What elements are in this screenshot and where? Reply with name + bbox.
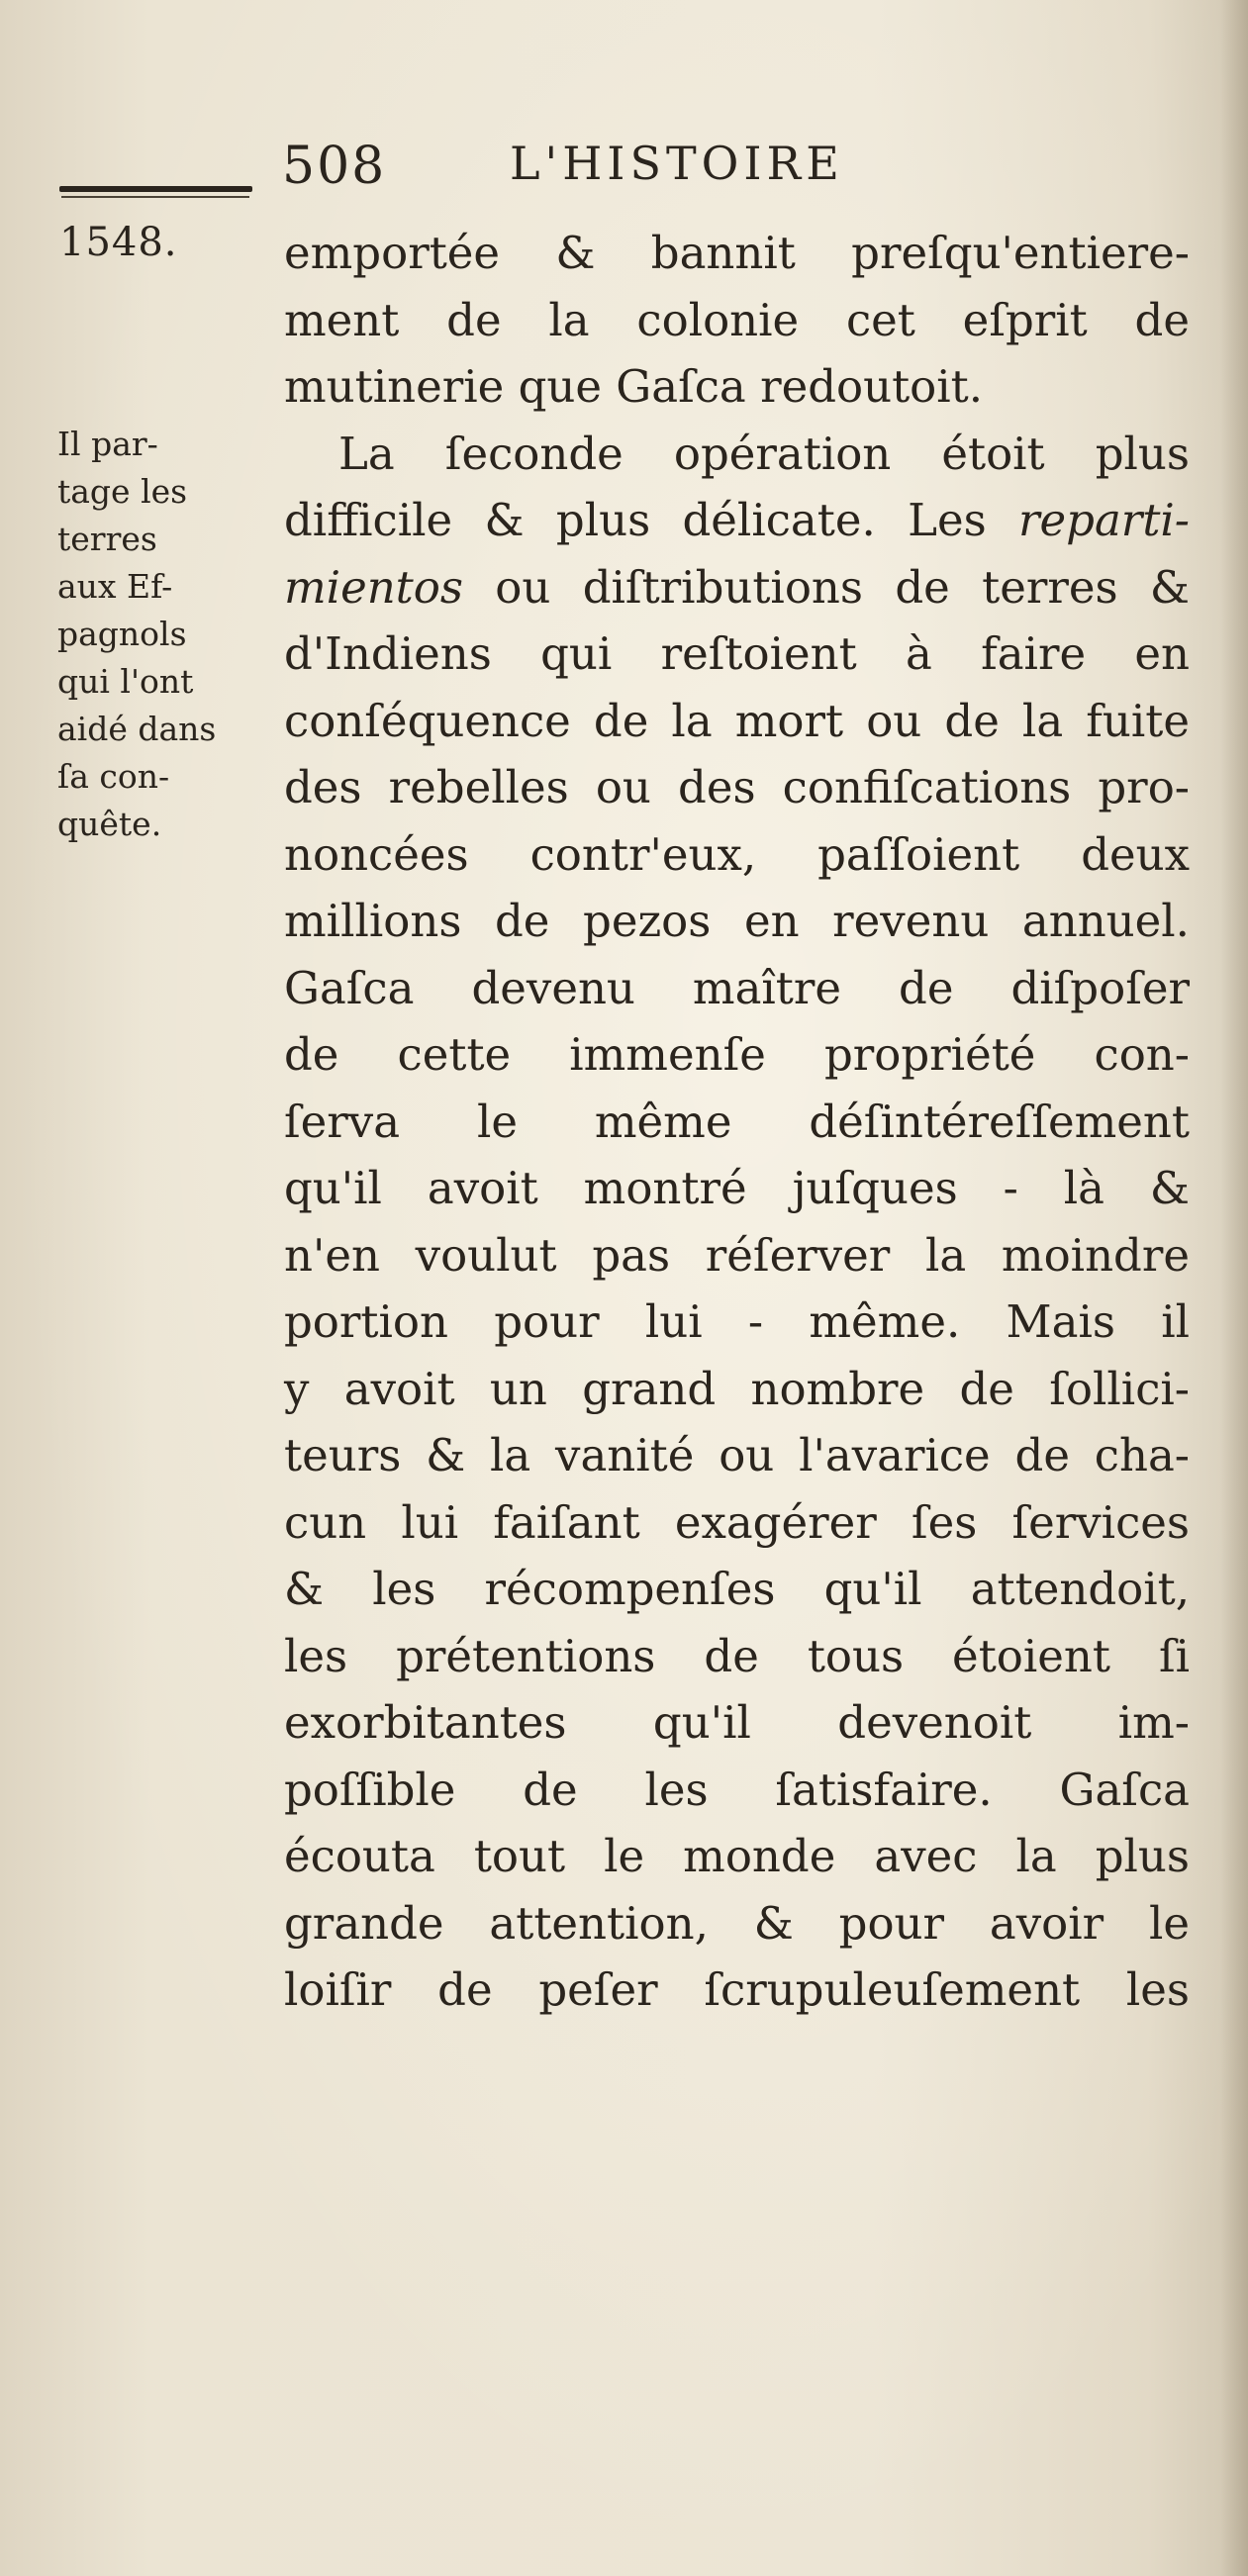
text-line: ſerva le même déſintéreſſement	[284, 1095, 1190, 1148]
margin-note-line: aidé dans	[57, 710, 217, 748]
text-line: exorbitantes qu'il devenoit im-	[284, 1696, 1190, 1749]
text-line: écouta tout le monde avec la plus	[284, 1830, 1190, 1882]
text-line: d'Indiens qui reſtoient à faire en	[284, 627, 1190, 680]
text-line	[284, 554, 1190, 621]
text-line: des rebelles ou des confiſcations pro-	[284, 761, 1190, 813]
text-line: de cette immenſe propriété con-	[284, 1028, 1190, 1081]
margin-note-line: Il par-	[57, 425, 158, 463]
text-line: & les récompenſes qu'il attendoit,	[284, 1563, 1190, 1615]
paragraph-start-line: La ſeconde opération étoit plus	[338, 427, 1190, 480]
italic-term: reparti-	[1018, 494, 1190, 546]
text-line: n'en voulut pas réſerver la moindre	[284, 1228, 1190, 1282]
text-segment: difficile & plus délicate. Les	[284, 494, 1019, 546]
margin-note-line: terres	[57, 520, 157, 558]
header-rule	[59, 186, 252, 192]
text-line: mutinerie que Gaſca redoutoit.	[284, 360, 984, 413]
running-head	[59, 137, 950, 206]
text-line: poſſible de les ſatisfaire. Gaſca	[284, 1763, 1190, 1816]
margin-note-line: pagnols	[57, 615, 187, 653]
margin-note-line: quête.	[57, 805, 162, 843]
header-rule-thin	[61, 196, 249, 198]
text-line: conſéquence de la mort ou de la fuite	[284, 694, 1190, 747]
margin-note-line: aux Ef-	[57, 567, 173, 606]
text-line: loiſir de peſer ſcrupuleuſement les	[284, 1963, 1190, 2016]
margin-note-line: tage les	[57, 472, 188, 511]
text-line: y avoit un grand nombre de ſollici-	[284, 1362, 1190, 1415]
margin-note-line: qui l'ont	[57, 662, 194, 701]
text-line: les prétentions de tous étoient ſi	[284, 1629, 1190, 1682]
text-line: millions de pezos en revenu annuel.	[284, 895, 1190, 947]
text-line: Gaſca devenu maître de diſpoſer	[284, 961, 1190, 1014]
text-line: grande attention, & pour avoir le	[284, 1896, 1190, 1950]
text-line: portion pour lui - même. Mais il	[284, 1295, 1190, 1348]
page-edge-shadow	[1220, 0, 1248, 2576]
body-text	[284, 220, 1190, 2024]
text-segment: ou diſtributions de terres &	[462, 560, 1190, 614]
running-title: L'HISTOIRE	[510, 137, 844, 190]
text-line	[284, 487, 1190, 554]
text-line: emportée & bannit preſqu'entiere-	[284, 227, 1190, 279]
page-number: 508	[282, 137, 387, 196]
text-line: cun lui faiſant exagérer ſes ſervices	[284, 1495, 1190, 1549]
margin-note	[57, 421, 280, 848]
text-line: qu'il avoit montré juſques - là &	[284, 1162, 1190, 1214]
margin-note-line: ſa con-	[57, 757, 170, 796]
text-line: teurs & la vanité ou l'avarice de cha-	[284, 1429, 1190, 1481]
margin-year: 1548.	[59, 220, 178, 265]
text-line: noncées contr'eux, paſſoient deux	[284, 827, 1190, 881]
text-line: ment de la colonie cet eſprit de	[284, 293, 1190, 346]
italic-term: mientos	[284, 560, 463, 614]
